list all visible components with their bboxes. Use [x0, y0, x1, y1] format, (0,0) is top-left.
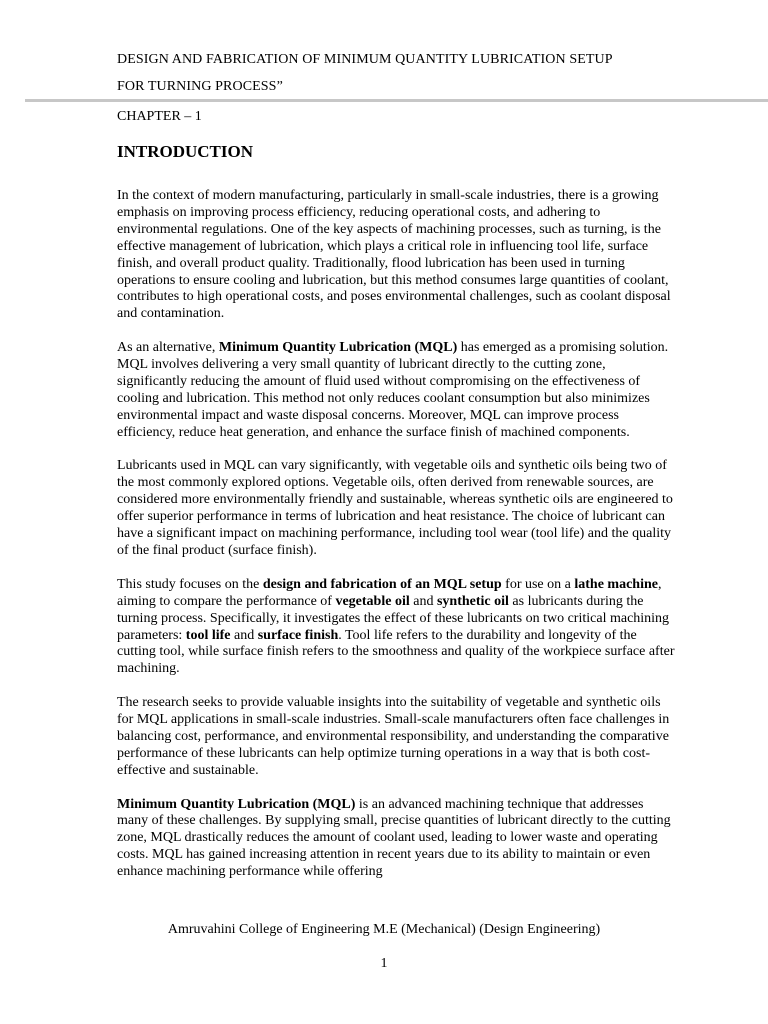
- paragraph-4-bold-tool-life: tool life: [185, 627, 231, 643]
- paragraph-4-bold-design: design and fabrication of an MQL setup: [262, 576, 502, 592]
- paragraph-4-text-k: and: [230, 627, 258, 643]
- paragraph-4: [117, 577, 677, 678]
- page-footer: Amruvahini College of Engineering M.E (Mechanical) (Design Engineering): [167, 922, 601, 937]
- paragraph-2-text-c: has emerged as a promising solution. MQL involves delivering a very small quantity of lubricant directly to the cutting zone, significantly reducing the amount of fluid used without compromising on the effectiveness of cooling and lubrication. This method not only reduces coolant consumption but also minimizes environmental impact and waste disposal concerns. Moreover, MQL can improve process efficiency, reduce heat generation, and enhance the surface finish of machined components.: [117, 340, 669, 440]
- section-heading: INTRODUCTION: [117, 142, 254, 161]
- paragraph-4-text-c: for use on a: [501, 576, 575, 592]
- paragraph-6: [117, 797, 677, 882]
- paragraph-6-text-b: is an advanced machining technique that addresses many of these challenges. By supplying small, precise quantities of lubricant directly to the cutting zone, MQL drastically reduces the amount of coolant used, leading to lower waste and operating costs. MQL has gained increasing attention in recent years due to its ability to maintain or even enhance machining performance while offering: [117, 796, 671, 880]
- body-text: [117, 188, 677, 898]
- paragraph-4-text-m: . Tool life refers to the durability and longevity of the cutting tool, while surface finish refers to the smoothness and quality of the workpiece surface after machining.: [117, 627, 675, 677]
- paragraph-4-text-i: as lubricants during the turning process. Specifically, it investigates the effect of these lubricants on two critical machining parameters:: [117, 593, 670, 643]
- page-number: 1: [380, 956, 388, 971]
- paragraph-4-text-a: This study focuses on the: [117, 576, 263, 592]
- document-header-title: [117, 46, 697, 100]
- chapter-label: CHAPTER – 1: [117, 109, 202, 124]
- paragraph-4-bold-lathe: lathe machine: [574, 576, 658, 592]
- header-title-line-2: FOR TURNING PROCESS”: [117, 79, 283, 94]
- paragraph-4-bold-vegetable: vegetable oil: [335, 593, 410, 609]
- header-divider: [25, 99, 768, 102]
- paragraph-1: In the context of modern manufacturing, particularly in small-scale industries, there is a growing emphasis on improving process efficiency, reducing operational costs, and adhering to environmental regulations. One of the key aspects of machining processes, such as turning, is the effective management of lubrication, which plays a critical role in influencing tool life, surface finish, and overall product quality. Traditionally, flood lubrication has been used in turning operations to ensure cooling and lubrication, but this method consumes large quantities of coolant, contributes to high operational costs, and poses environmental challenges, such as coolant disposal and contamination.: [117, 188, 671, 322]
- paragraph-4-bold-surface-finish: surface finish: [257, 627, 339, 643]
- paragraph-2-bold-mql: Minimum Quantity Lubrication (MQL): [218, 340, 458, 356]
- paragraph-2: [117, 340, 677, 441]
- paragraph-4-text-e: , aiming to compare the performance of: [117, 576, 662, 609]
- paragraph-4-bold-synthetic: synthetic oil: [436, 593, 509, 609]
- paragraph-5: The research seeks to provide valuable insights into the suitability of vegetable and synthetic oils for MQL applications in small-scale industries. Small-scale manufacturers often face challenges in balancing cost, performance, and environmental responsibility, and understanding the comparative performance of these lubricants can help optimize turning operations in a way that is both cost-effective and sustainable.: [117, 695, 670, 778]
- paragraph-3: Lubricants used in MQL can vary significantly, with vegetable oils and synthetic oils being two of the most commonly explored options. Vegetable oils, often derived from renewable sources, are considered more environmentally friendly and sustainable, whereas synthetic oils are engineered to offer superior performance in terms of lubrication and heat resistance. The choice of lubricant can have a significant impact on machining performance, including tool wear (tool life) and the quality of the final product (surface finish).: [117, 458, 673, 558]
- paragraph-6-bold-mql: Minimum Quantity Lubrication (MQL): [117, 796, 356, 812]
- header-title-line-1: DESIGN AND FABRICATION OF MINIMUM QUANTITY LUBRICATION SETUP: [117, 52, 613, 67]
- paragraph-4-text-g: and: [409, 593, 437, 609]
- paragraph-2-text-a: As an alternative,: [117, 340, 219, 356]
